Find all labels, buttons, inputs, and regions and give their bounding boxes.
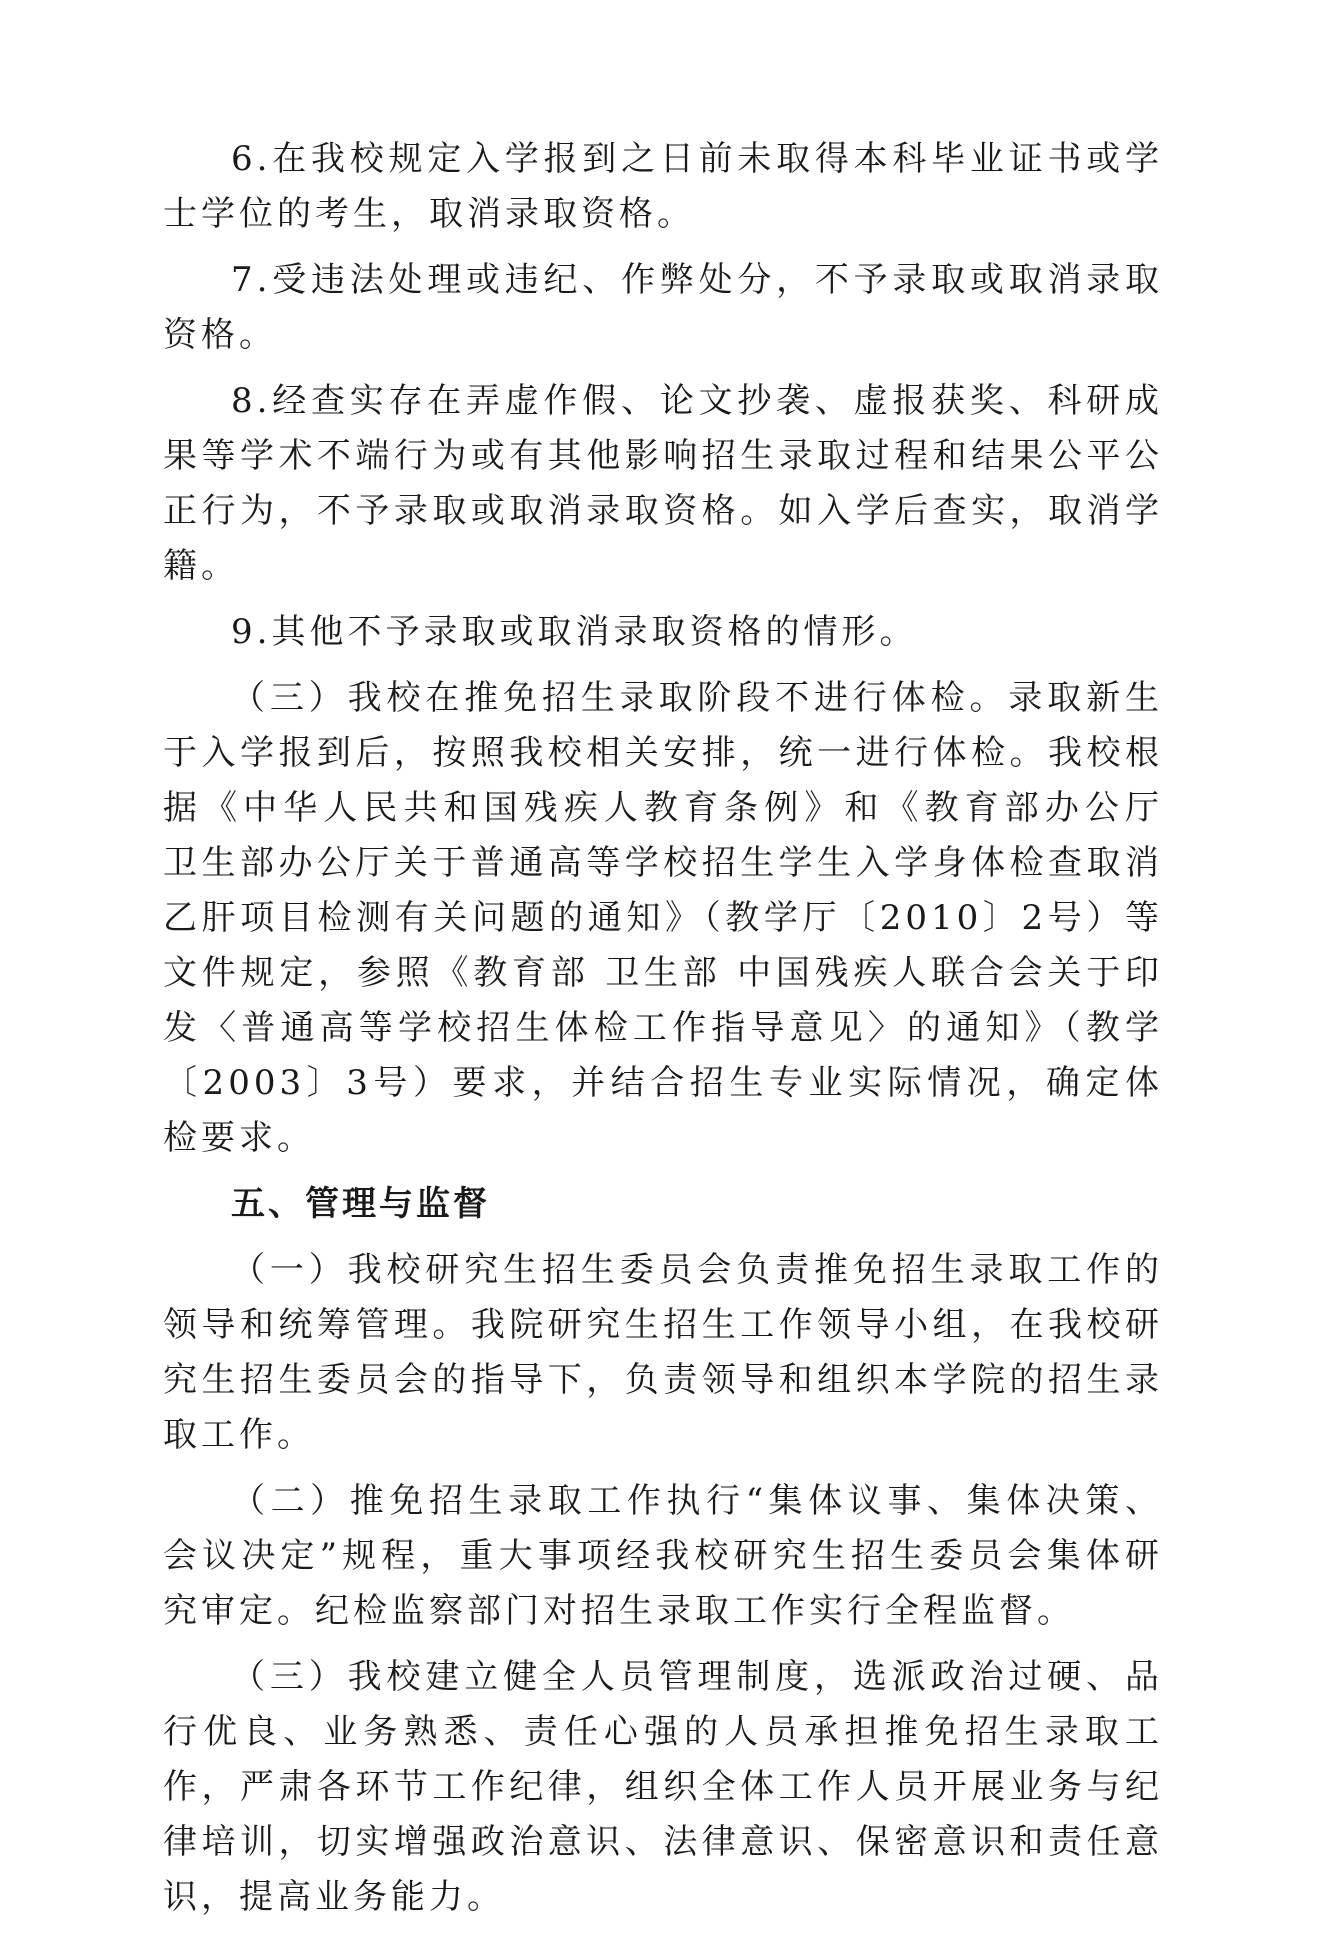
paragraph-management-3: （三）我校建立健全人员管理制度，选派政治过硬、品行优良、业务熟悉、责任心强的人员承担推免招生录取工作，严肃各环节工作纪律，组织全体工作人员开展业务与纪律培训，切实增强政治意识、法律意识、保密意识和责任意识，提高业务能力。 [163, 1657, 1163, 1917]
paragraph-item-7: 7.受违法处理或违纪、作弊处分，不予录取或取消录取资格。 [163, 260, 1163, 355]
paragraph-physical-exam: （三）我校在推免招生录取阶段不进行体检。录取新生于入学报到后，按照我校相关安排，统一进行体检。我校根据《中华人民共和国残疾人教育条例》和《教育部办公厅 卫生部办公厅关于普通高等学校招生学生入学身体检查取消乙肝项目检测有关问题的通知》（教学厅〔2010〕2号）等文件规定，参照《教育部 卫生部 中国残疾人联合会关于印发〈普通高等学校招生体检工作指导意见〉的通知》（教学〔2003〕3号）要求，并结合招生专业实际情况，确定体检要求。 [163, 678, 1163, 1158]
paragraph-item-9: 9.其他不予录取或取消录取资格的情形。 [231, 612, 918, 652]
paragraph-item-8: 8.经查实存在弄虚作假、论文抄袭、虚报获奖、科研成果等学术不端行为或有其他影响招生录取过程和结果公平公正行为，不予录取或取消录取资格。如入学后查实，取消学籍。 [163, 381, 1163, 586]
document-body [163, 132, 1163, 1936]
section-heading-management: 五、管理与监督 [231, 1184, 490, 1224]
paragraph-management-2: （二）推免招生录取工作执行“集体议事、集体决策、会议决定”规程，重大事项经我校研究生招生委员会集体研究审定。纪检监察部门对招生录取工作实行全程监督。 [163, 1481, 1163, 1631]
paragraph-item-6: 6.在我校规定入学报到之日前未取得本科毕业证书或学士学位的考生，取消录取资格。 [163, 139, 1163, 234]
paragraph-management-1: （一）我校研究生招生委员会负责推免招生录取工作的领导和统筹管理。我院研究生招生工作领导小组，在我校研究生招生委员会的指导下，负责领导和组织本学院的招生录取工作。 [163, 1250, 1163, 1455]
